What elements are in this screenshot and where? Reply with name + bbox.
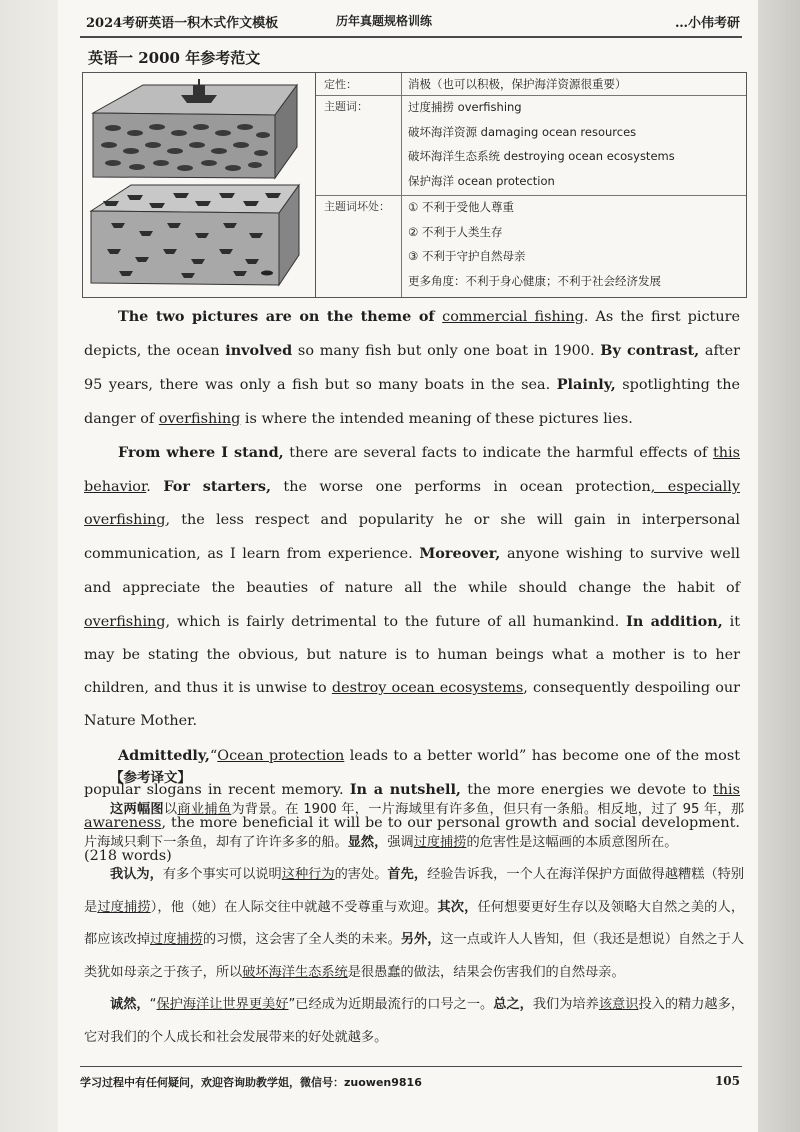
value-line: ③ 不利于守护自然母亲 [408,249,526,263]
translation-paragraph-1: 这两幅图以商业捕鱼为背景。在 1900 年，一片海域里有许多鱼，但只有一条船。相反地，过了 95 年，那片海域只剩下一条鱼，却有了许许多多的船。显然，强调过度捕捞的危害性是这幅画的本质意图所在。 [84,802,745,850]
row-key: 主题词坏处： [316,195,402,297]
essay-paragraph-1: The two pictures are on the theme of commercial fishing. As the first picture depicts, the ocean involved so many fish but only one boat in 1900. By contrast, after 95 years, there was only a fish but so many boats in the sea. Plainly, spotlighting the danger of overfishing is where the intended meaning of these pictures lies. [84,308,741,427]
info-table [82,72,747,298]
header-brand: …小伟考研 [674,16,740,31]
header-section: 历年真题规格训练 [336,14,433,28]
essay-paragraph-3: Admittedly,“Ocean protection leads to a better world” has become one of the most popular slogans in recent memory. In a nutshell, the more energies we devote to this awareness, the more beneficial it will be to our personal growth and social development. (218 words) [84,746,741,865]
footer-contact: 学习过程中有任何疑问，欢迎咨询助教学姐，微信号：zuowen9816 [80,1076,422,1089]
row-values [408,195,661,293]
header-book-title: 2024考研英语一积木式作文模板 [86,16,279,31]
value-line: 破坏海洋生态系统 destroying ocean ecosystems [408,149,675,163]
section-title: 英语一 2000 年参考范文 [88,49,261,67]
table-row [316,95,746,196]
page-number: 105 [714,1074,740,1088]
value-line: 保护海洋 ocean protection [408,173,555,188]
row-value: 消极（也可以积极，保护海洋资源很重要） [408,77,627,91]
header-rule [80,36,742,38]
row-key: 定性： [316,73,402,95]
single-fish-icon [261,271,273,276]
page-edge [758,0,800,1132]
fishing-illustration [83,73,315,297]
value-line: 更多角度：不利于身心健康；不利于社会经济发展 [408,273,661,288]
value-line: 破坏海洋资源 damaging ocean resources [408,124,637,139]
running-header [86,6,740,34]
value-line: 过度捕捞 overfishing [408,100,522,114]
table-row [316,195,746,297]
footer-rule [80,1066,742,1067]
ocean-block-1995 [91,185,299,285]
value-line: ② 不利于人类生存 [408,224,503,239]
table-row [316,73,746,96]
illustration-cell [83,73,316,297]
row-values [408,95,675,193]
page-gutter [0,0,58,1132]
translation-title: 【参考译文】 [110,770,191,786]
translation-paragraph-2: 我认为，有多个事实可以说明这种行为的害处。首先，经验告诉我，一个人在海洋保护方面做得越糟糕（特别是过度捕捞），他（她）在人际交往中就越不受尊重与欢迎。其次，任何想要更好生存以及领略大自然之美的人，都应该改掉过度捕捞的习惯，这会害了全人类的未来。另外，这一点或许人人皆知，但（我还是想说）自然之于人类犹如母亲之于孩子，所以破坏海洋生态系统是很愚蠢的做法，结果会伤害我们的自然母亲。 [84,867,745,980]
translation-paragraph-3: 诚然，“保护海洋让世界更美好”已经成为近期最流行的口号之一。总之，我们为培养该意识投入的精力越多，它对我们的个人成长和社会发展带来的好处就越多。 [84,997,745,1045]
page-footer [80,1074,740,1090]
essay-body [84,300,740,873]
row-key: 主题词： [316,95,402,195]
ocean-block-1900 [93,79,297,178]
essay-paragraph-2: From where I stand, there are several facts to indicate the harmful effects of this behavior. For starters, the worse one performs in ocean protection, especially overfishing, the less respect and popularity he or she will gain in interpersonal communication, as I learn from experience. Moreover, anyone wishing to survive well and appreciate the beauties of nature all the while should change the habit of overfishing, which is fairly detrimental to the future of all humankind. In addition, it may be stating the obvious, but nature is to human beings what a mother is to her children, and thus it is unwise to destroy ocean ecosystems, consequently despoiling our Nature Mother. [84,443,741,730]
value-line: ① 不利于受他人尊重 [408,200,514,214]
translation-body [84,794,744,1054]
